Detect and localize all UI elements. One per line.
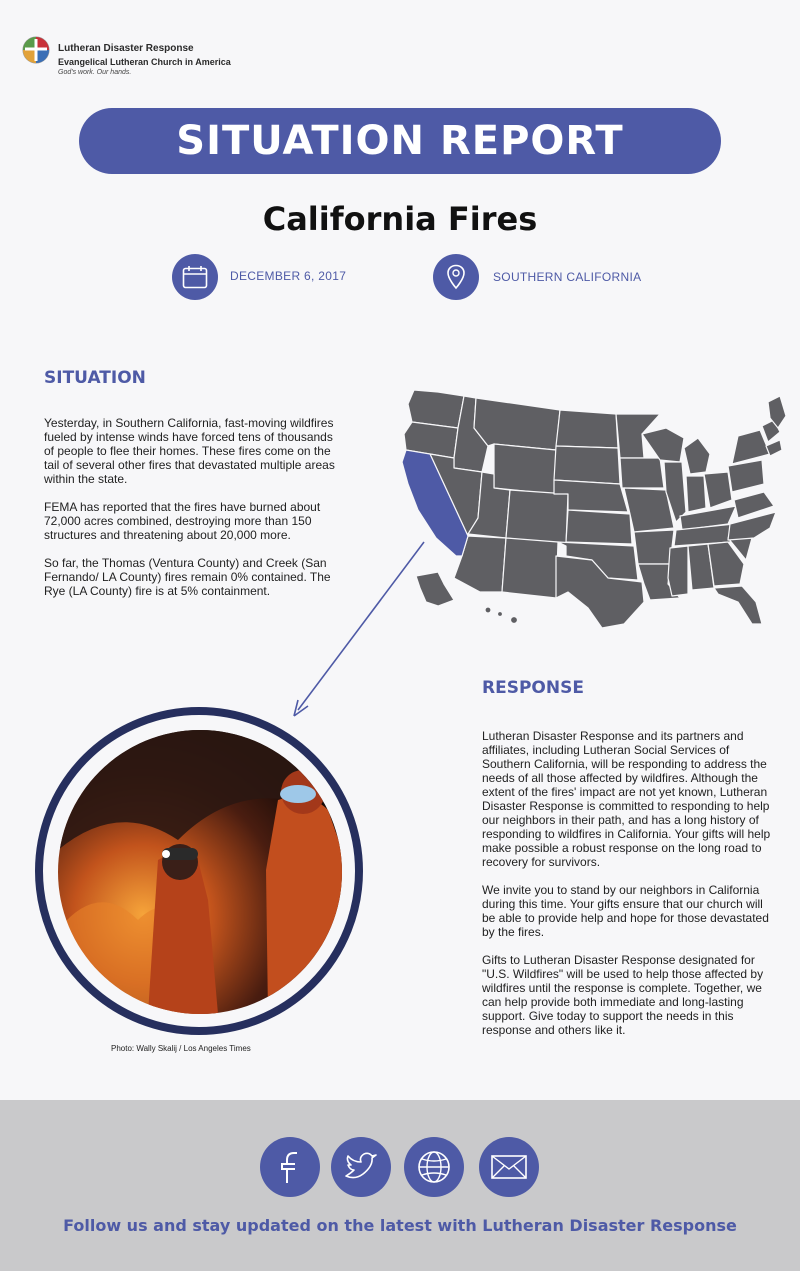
response-body <box>482 729 778 1051</box>
map-state-mississippi <box>668 546 688 596</box>
facebook-icon[interactable] <box>260 1137 320 1197</box>
map-state-wisconsin <box>642 428 684 462</box>
situation-heading: SITUATION <box>44 368 146 388</box>
us-map <box>398 388 786 628</box>
church-name: Evangelical Lutheran Church in America <box>58 57 231 67</box>
photo-caption: Photo: Wally Skalij / Los Angeles Times <box>111 1044 251 1053</box>
org-name: Lutheran Disaster Response <box>58 43 194 54</box>
globe-icon[interactable] <box>404 1137 464 1197</box>
ldr-cross-logo-icon <box>22 36 50 64</box>
response-paragraph: Gifts to Lutheran Disaster Response designated for "U.S. Wildfires" will be used to help those affected by wildfires until the response is complete. Together, we can help provide both immediate and long-lasting support. Give today to support the needs in this response and others like it. <box>482 953 764 1037</box>
twitter-icon[interactable] <box>331 1137 391 1197</box>
map-state-north-dakota <box>556 410 618 448</box>
situation-paragraph: Yesterday, in Southern California, fast-moving wildfires fueled by intense winds have forced tens of thousands of people to flee their homes. These fires come on the tail of several other fires that devastated multiple areas within the state. <box>44 416 335 486</box>
map-state-new-mexico <box>502 538 558 598</box>
map-state-pennsylvania <box>728 460 764 492</box>
map-state-new-york <box>732 430 770 464</box>
map-state-montana <box>474 398 560 450</box>
map-state-wyoming <box>494 444 556 494</box>
calendar-icon <box>172 254 218 300</box>
response-heading: RESPONSE <box>482 678 584 698</box>
page-title: SITUATION REPORT <box>79 108 721 174</box>
org-logo <box>22 36 282 80</box>
map-state-michigan <box>684 438 710 474</box>
footer <box>0 1100 800 1271</box>
situation-paragraph: FEMA has reported that the fires have burned about 72,000 acres combined, destroying more than 150 structures and threatening about 20,000 more. <box>44 500 321 542</box>
map-state-florida <box>714 586 762 624</box>
map-state-iowa <box>620 458 664 488</box>
map-state-colorado <box>506 490 568 544</box>
map-state-hawaii <box>485 607 491 613</box>
mail-icon[interactable] <box>479 1137 539 1197</box>
map-state-south-dakota <box>554 446 620 484</box>
response-paragraph: We invite you to stand by our neighbors in California during this time. Your gifts ensure that our church will be able to provide help and hope for those devastated by the fires. <box>482 883 769 939</box>
page-subtitle: California Fires <box>262 200 538 238</box>
response-paragraph: Lutheran Disaster Response and its partners and affiliates, including Lutheran Social Services of Southern California, will be responding to address the needs of all those affected by wildfires. Although the extent of the fires' impact are not yet known, Lutheran Disaster Response is committed to responding to help our neighbors in their path, and has a long history of responding to wildfires in California. Your gifts will help make possible a robust response on the long road to recovery for survivors. <box>482 729 771 869</box>
map-state-kansas <box>566 510 632 544</box>
map-pin-icon <box>433 254 479 300</box>
report-date: DECEMBER 6, 2017 <box>230 269 347 283</box>
report-location: SOUTHERN CALIFORNIA <box>493 270 642 284</box>
situation-paragraph: So far, the Thomas (Ventura County) and Creek (San Fernando/ LA County) fires remain 0% contained. The Rye (LA County) fire is at 5% containment. <box>44 556 331 598</box>
map-state-north-carolina <box>728 512 776 540</box>
map-state-ohio <box>704 472 732 508</box>
map-state-indiana <box>686 476 706 512</box>
pointer-arrow-icon <box>286 536 432 720</box>
map-state-arkansas <box>634 530 674 564</box>
footer-follow-text: Follow us and stay updated on the latest with Lutheran Disaster Response <box>63 1216 737 1235</box>
tagline: God's work. Our hands. <box>58 69 132 76</box>
firefighters-photo <box>58 730 342 1014</box>
